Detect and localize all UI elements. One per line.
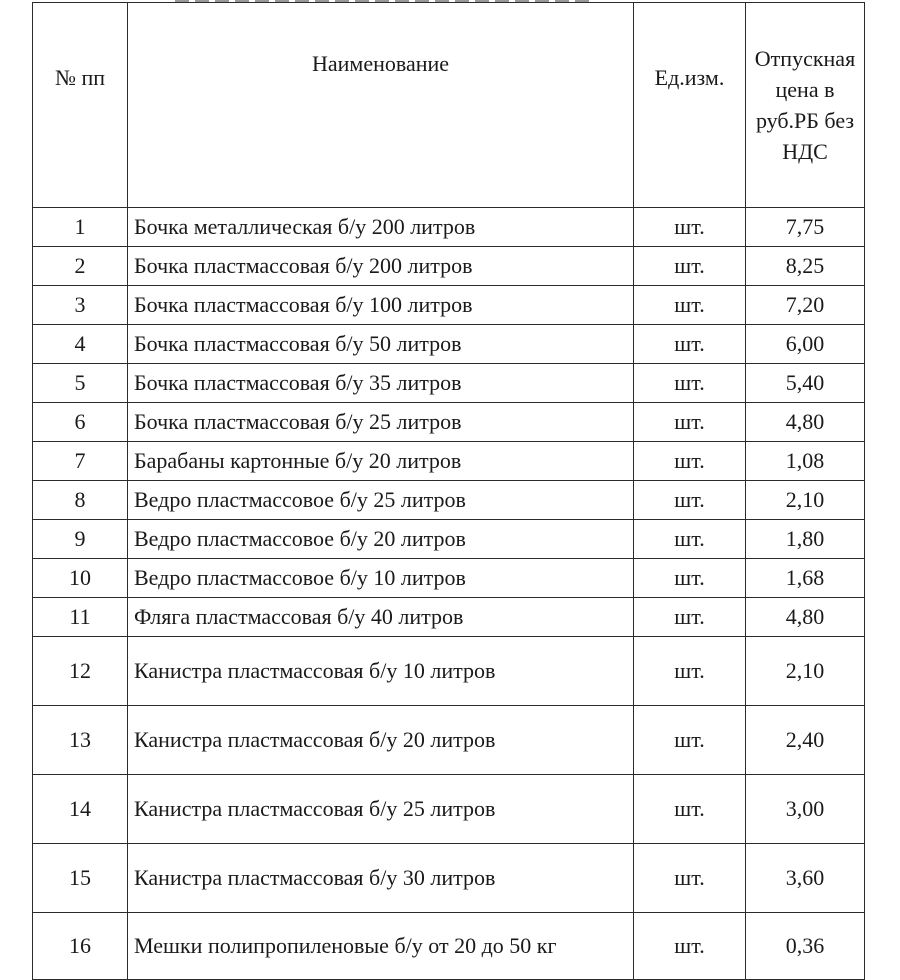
table-row [33,325,865,364]
row-name: Барабаны картонные б/у 20 литров [128,442,634,481]
row-name: Бочка металлическая б/у 200 литров [128,208,634,247]
header-price: Отпускная цена в руб.РБ без НДС [746,3,865,208]
row-number: 1 [33,208,128,247]
price-table [32,2,865,980]
row-name: Фляга пластмассовая б/у 40 литров [128,598,634,637]
row-number: 9 [33,520,128,559]
row-unit: шт. [634,364,746,403]
row-unit: шт. [634,559,746,598]
row-price: 6,00 [746,325,865,364]
row-unit: шт. [634,286,746,325]
row-price: 7,75 [746,208,865,247]
row-name: Бочка пластмассовая б/у 100 литров [128,286,634,325]
row-price: 2,10 [746,481,865,520]
header-number: № пп [33,3,128,208]
row-name: Канистра пластмассовая б/у 25 литров [128,775,634,844]
row-unit: шт. [634,403,746,442]
header-unit: Ед.изм. [634,3,746,208]
row-number: 12 [33,637,128,706]
row-unit: шт. [634,208,746,247]
row-unit: шт. [634,598,746,637]
row-price: 1,68 [746,559,865,598]
row-unit: шт. [634,637,746,706]
row-number: 10 [33,559,128,598]
row-name: Канистра пластмассовая б/у 10 литров [128,637,634,706]
row-number: 5 [33,364,128,403]
table-row [33,559,865,598]
row-price: 3,00 [746,775,865,844]
row-name: Бочка пластмассовая б/у 200 литров [128,247,634,286]
row-name: Бочка пластмассовая б/у 50 литров [128,325,634,364]
row-unit: шт. [634,706,746,775]
row-price: 2,10 [746,637,865,706]
row-name: Канистра пластмассовая б/у 30 литров [128,844,634,913]
row-unit: шт. [634,913,746,980]
row-number: 3 [33,286,128,325]
row-price: 2,40 [746,706,865,775]
row-number: 2 [33,247,128,286]
row-price: 1,80 [746,520,865,559]
table-row [33,637,865,706]
header-name: Наименование [128,3,634,208]
row-price: 4,80 [746,598,865,637]
row-unit: шт. [634,247,746,286]
table-row [33,520,865,559]
row-number: 16 [33,913,128,980]
header-row [33,3,865,208]
row-unit: шт. [634,481,746,520]
row-name: Бочка пластмассовая б/у 25 литров [128,403,634,442]
row-number: 13 [33,706,128,775]
row-unit: шт. [634,325,746,364]
table-row [33,247,865,286]
row-name: Мешки полипропиленовые б/у от 20 до 50 кг [128,913,634,980]
table-row [33,598,865,637]
row-name: Ведро пластмассовое б/у 10 литров [128,559,634,598]
table-row [33,442,865,481]
table-row [33,844,865,913]
table-row [33,208,865,247]
row-number: 8 [33,481,128,520]
table-row [33,364,865,403]
row-price: 1,08 [746,442,865,481]
table-row [33,775,865,844]
row-price: 7,20 [746,286,865,325]
row-price: 8,25 [746,247,865,286]
table-row [33,286,865,325]
row-name: Канистра пластмассовая б/у 20 литров [128,706,634,775]
row-name: Ведро пластмассовое б/у 20 литров [128,520,634,559]
table-row [33,481,865,520]
row-number: 7 [33,442,128,481]
row-number: 11 [33,598,128,637]
table-row [33,403,865,442]
row-unit: шт. [634,775,746,844]
row-name: Бочка пластмассовая б/у 35 литров [128,364,634,403]
row-price: 5,40 [746,364,865,403]
row-number: 14 [33,775,128,844]
row-number: 6 [33,403,128,442]
row-number: 15 [33,844,128,913]
row-unit: шт. [634,520,746,559]
row-name: Ведро пластмассовое б/у 25 литров [128,481,634,520]
table-row [33,913,865,980]
row-unit: шт. [634,442,746,481]
row-price: 0,36 [746,913,865,980]
row-price: 3,60 [746,844,865,913]
row-number: 4 [33,325,128,364]
table-row [33,706,865,775]
row-unit: шт. [634,844,746,913]
row-price: 4,80 [746,403,865,442]
